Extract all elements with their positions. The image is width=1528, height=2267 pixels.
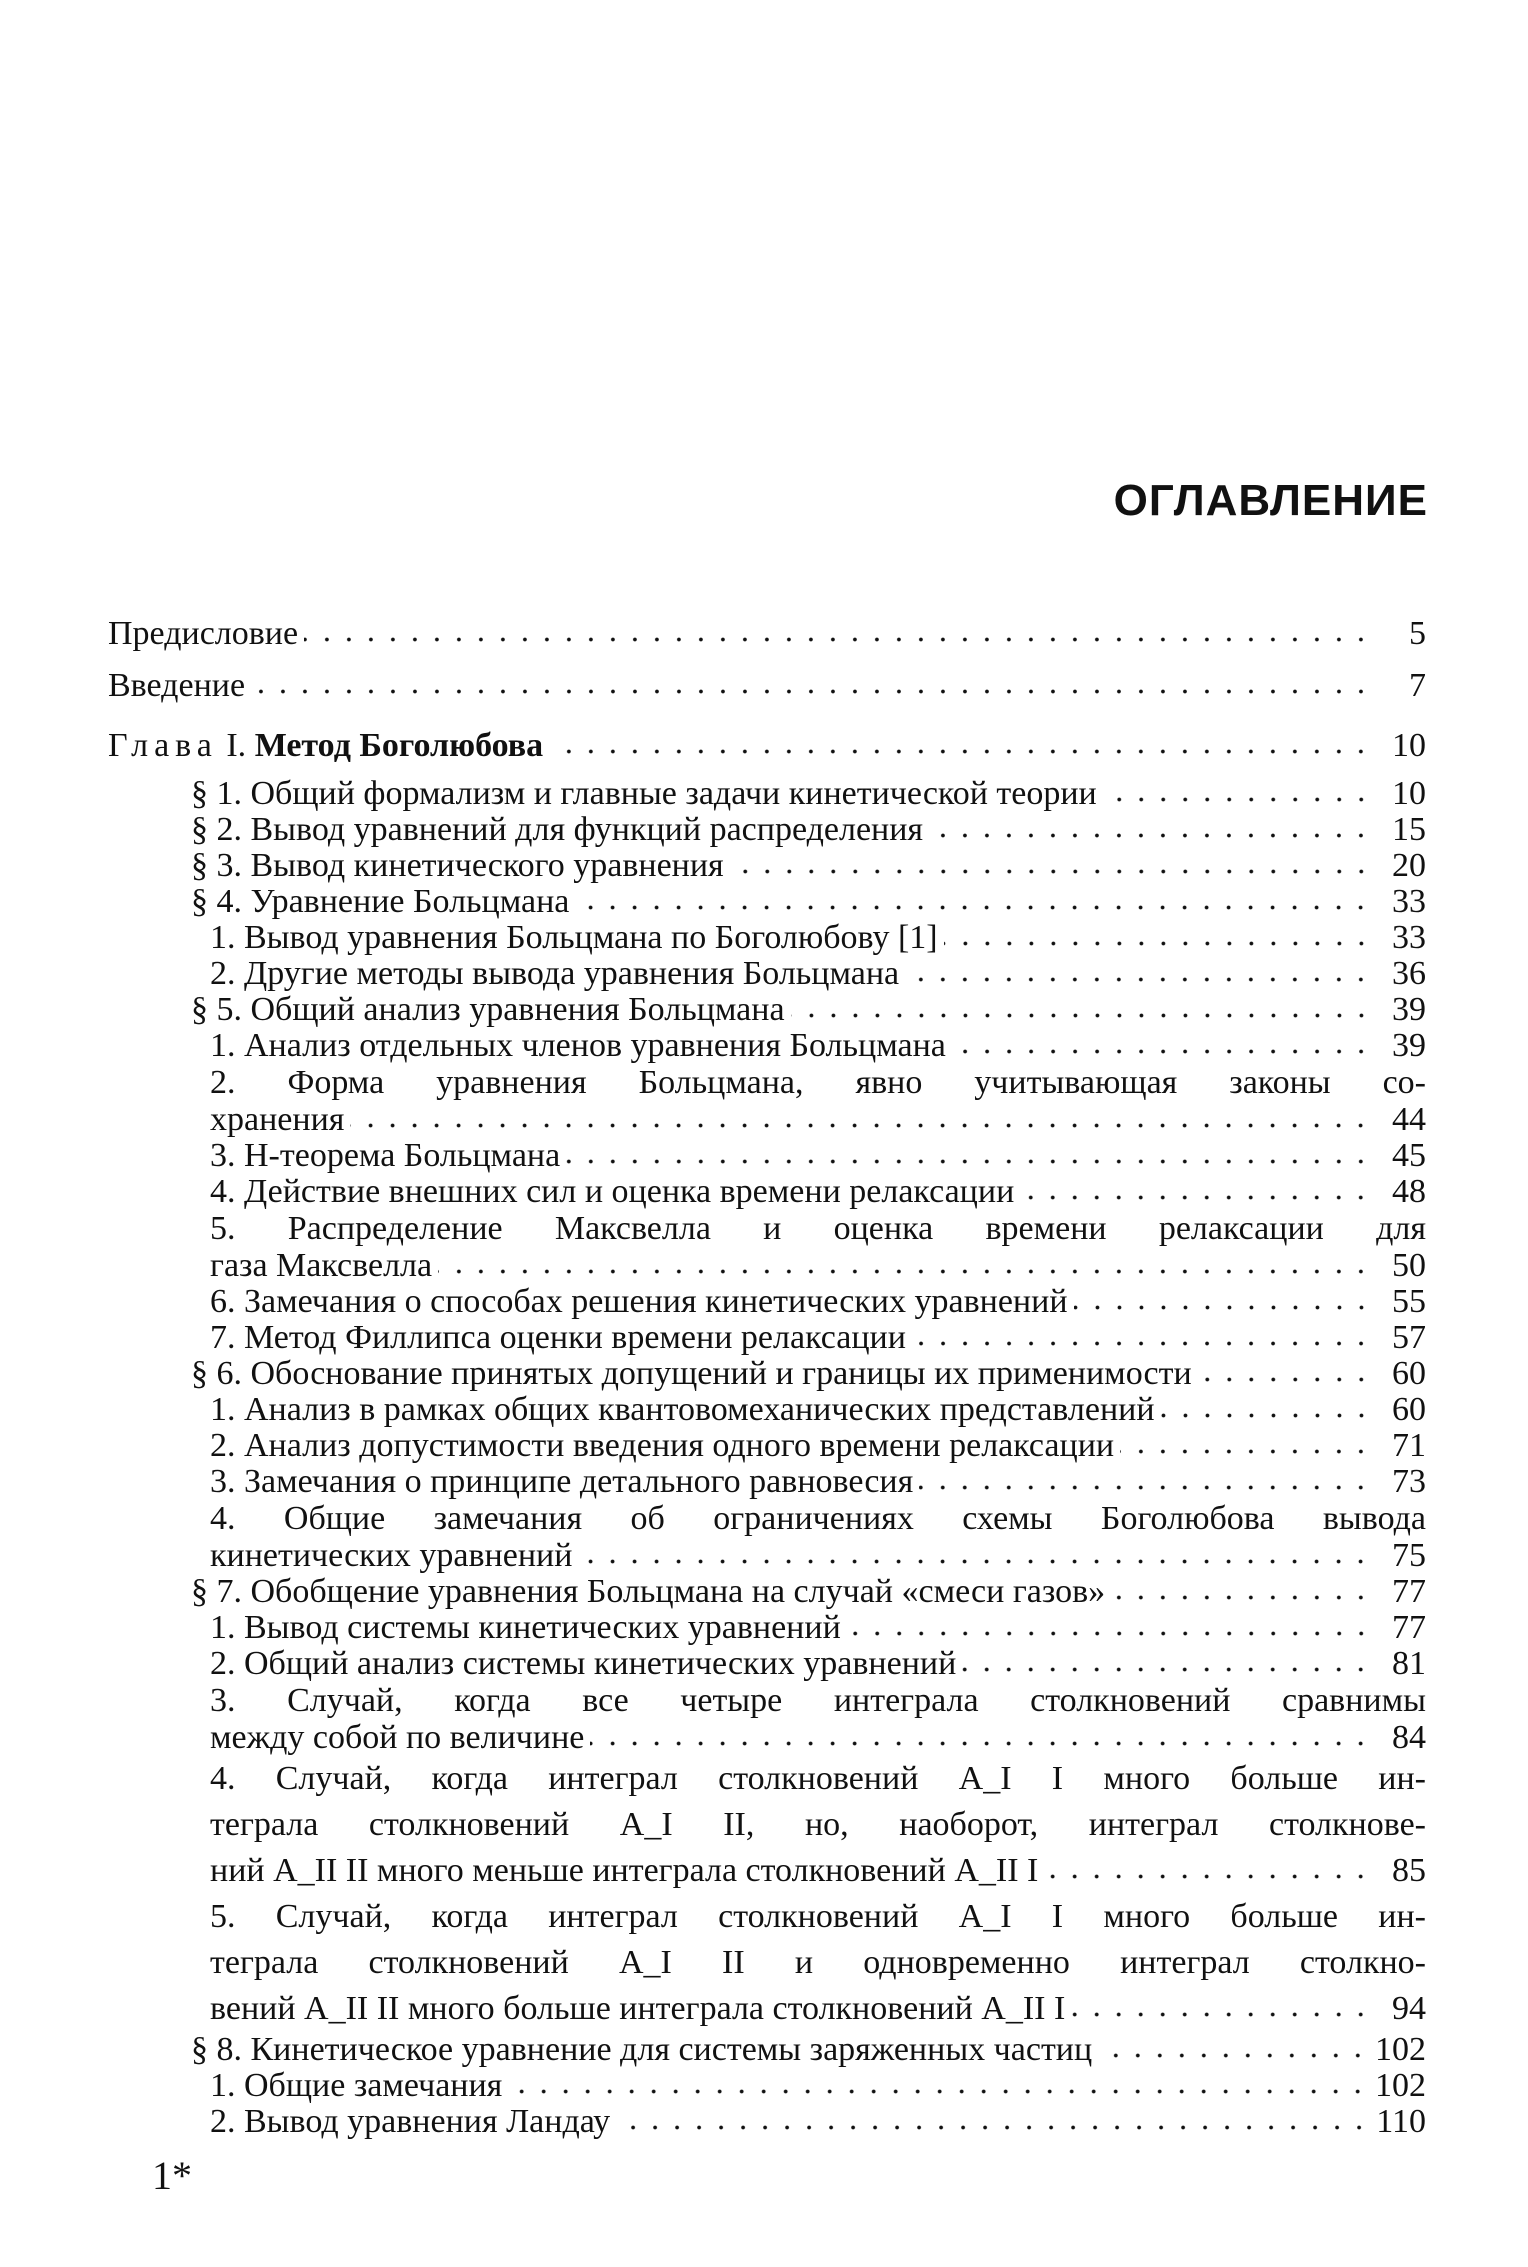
- dot-leader: [575, 903, 1372, 912]
- toc-entry-line: газа Максвелла: [210, 1248, 433, 1284]
- toc-entry-label: 2. Вывод уравнения Ландау: [210, 2104, 611, 2140]
- toc-page-number: 44: [1392, 1101, 1426, 1138]
- toc-page-number: 5: [1409, 615, 1426, 652]
- toc-entry-line: 4. Случай, когда интеграл столкновений A_I I много больше ин-: [210, 1760, 1426, 1797]
- toc-entry-label: 2. Общий анализ системы кинетических уравнений: [210, 1646, 957, 1682]
- toc-page-number: 57: [1392, 1319, 1426, 1356]
- toc-entry-label: § 5. Общий анализ уравнения Больцмана: [191, 992, 785, 1028]
- toc-subsection[interactable]: [108, 1138, 1426, 1174]
- toc-entry-label: 1. Вывод системы кинетических уравнений: [210, 1610, 841, 1646]
- toc-entry-label: § 1. Общий формализм и главные задачи кинетической теории: [191, 776, 1097, 812]
- dot-leader: [566, 1157, 1372, 1166]
- toc-subsection[interactable]: [108, 1174, 1426, 1210]
- toc-entry-label: 1. Анализ в рамках общих квантовомеханических представлений: [210, 1392, 1155, 1428]
- toc-entry-label: Предисловие: [108, 615, 299, 652]
- table-of-contents: [108, 608, 1426, 2140]
- toc-entry-label: § 8. Кинетическое уравнение для системы заряженных частиц: [191, 2032, 1093, 2068]
- toc-entry-preface[interactable]: [108, 608, 1426, 660]
- toc-section[interactable]: [108, 776, 1426, 812]
- toc-entry-line: вений A_II II много больше интеграла столкновений A_II I: [210, 1990, 1066, 2027]
- dot-leader: [438, 1267, 1372, 1276]
- signature-mark: 1*: [152, 2153, 192, 2198]
- toc-section[interactable]: [108, 812, 1426, 848]
- toc-page-number: 75: [1392, 1537, 1426, 1574]
- dot-leader: [549, 747, 1372, 756]
- dot-leader: [1198, 1375, 1372, 1384]
- toc-subsection[interactable]: [108, 1392, 1426, 1428]
- toc-subsection[interactable]: [108, 2104, 1426, 2140]
- toc-page-number: 50: [1392, 1247, 1426, 1284]
- toc-page-number: 36: [1392, 955, 1426, 992]
- toc-page-number: 77: [1392, 1573, 1426, 1610]
- toc-page-number: 15: [1392, 811, 1426, 848]
- toc-subsection[interactable]: [108, 1064, 1426, 1138]
- toc-subsection[interactable]: [108, 1682, 1426, 1756]
- toc-section[interactable]: [108, 1356, 1426, 1392]
- toc-entry-line: теграла столкновений A_I II и одновременно интеграл столкно-: [210, 1944, 1426, 1981]
- toc-entry-line: кинетических уравнений: [210, 1538, 573, 1574]
- toc-entry-introduction[interactable]: [108, 660, 1426, 712]
- toc-page-number: 81: [1392, 1645, 1426, 1682]
- toc-page-number: 84: [1392, 1719, 1426, 1756]
- toc-subsection[interactable]: [108, 1320, 1426, 1356]
- dot-leader: [1044, 1872, 1372, 1881]
- dot-leader: [912, 1339, 1372, 1348]
- dot-leader: [962, 1665, 1372, 1674]
- toc-subsection[interactable]: [108, 1894, 1426, 2032]
- dot-leader: [1111, 1593, 1372, 1602]
- toc-entry-label: 1. Общие замечания: [210, 2068, 503, 2104]
- toc-entry-label: 4. Действие внешних сил и оценка времени релаксации: [210, 1174, 1015, 1210]
- toc-entry-label: 1. Вывод уравнения Больцмана по Боголюбову [1]: [210, 920, 938, 956]
- page-title: ОГЛАВЛЕНИЕ: [1113, 476, 1428, 525]
- dot-leader: [616, 2123, 1370, 2132]
- dot-leader: [1120, 1447, 1372, 1456]
- toc-page-number: 102: [1375, 2067, 1426, 2104]
- dot-leader: [1020, 1193, 1372, 1202]
- toc-entry-label: 7. Метод Филлипса оценки времени релаксации: [210, 1320, 906, 1356]
- dot-leader: [1071, 2010, 1372, 2019]
- dot-leader: [919, 1483, 1372, 1492]
- toc-entry-line: хранения: [210, 1102, 345, 1138]
- toc-entry-label: § 3. Вывод кинетического уравнения: [191, 848, 724, 884]
- toc-page-number: 94: [1392, 1990, 1426, 2027]
- toc-entry-line: 2. Форма уравнения Больцмана, явно учитывающая законы со-: [210, 1064, 1426, 1101]
- toc-entry-line: 3. Случай, когда все четыре интеграла столкновений сравнимы: [210, 1682, 1426, 1719]
- dot-leader: [952, 1047, 1372, 1056]
- toc-page-number: 45: [1392, 1137, 1426, 1174]
- toc-page-number: 85: [1392, 1852, 1426, 1889]
- chapter-name: Метод Боголюбова: [254, 727, 544, 764]
- toc-entry-label: 1. Анализ отдельных членов уравнения Больцмана: [210, 1028, 946, 1064]
- dot-leader: [929, 831, 1372, 840]
- toc-entry-label: 2. Другие методы вывода уравнения Больцмана: [210, 956, 900, 992]
- dot-leader: [791, 1011, 1372, 1020]
- dot-leader: [304, 635, 1372, 644]
- toc-page-number: 10: [1392, 727, 1426, 764]
- toc-page-number: 110: [1376, 2103, 1426, 2140]
- toc-page-number: 33: [1392, 883, 1426, 920]
- toc-subsection[interactable]: [108, 956, 1426, 992]
- dot-leader: [847, 1629, 1372, 1638]
- toc-subsection[interactable]: [108, 1500, 1426, 1574]
- chapter-number: I.: [226, 727, 247, 764]
- toc-subsection[interactable]: [108, 1646, 1426, 1682]
- dot-leader: [944, 939, 1372, 948]
- toc-subsection[interactable]: [108, 1610, 1426, 1646]
- toc-page-number: 48: [1392, 1173, 1426, 1210]
- toc-page-number: 20: [1392, 847, 1426, 884]
- toc-entry-line: между собой по величине: [210, 1720, 585, 1756]
- toc-entry-label: 3. H-теорема Больцмана: [210, 1138, 561, 1174]
- toc-entry-label: 2. Анализ допустимости введения одного времени релаксации: [210, 1428, 1115, 1464]
- toc-subsection[interactable]: [108, 1464, 1426, 1500]
- toc-entry-line: 5. Случай, когда интеграл столкновений A_I I много больше ин-: [210, 1898, 1426, 1935]
- toc-subsection[interactable]: [108, 1756, 1426, 1894]
- dot-leader: [251, 687, 1372, 696]
- toc-section[interactable]: [108, 1574, 1426, 1610]
- toc-entry-line: теграла столкновений A_I II, но, наоборот, интеграл столкнове-: [210, 1806, 1426, 1843]
- toc-chapter-1[interactable]: [108, 716, 1426, 776]
- toc-entry-label: § 2. Вывод уравнений для функций распределения: [191, 812, 924, 848]
- toc-subsection[interactable]: [108, 1210, 1426, 1284]
- toc-entry-line: 4. Общие замечания об ограничениях схемы Боголюбова вывода: [210, 1500, 1426, 1537]
- dot-leader: [1103, 795, 1372, 804]
- dot-leader: [1098, 2051, 1369, 2060]
- toc-entry-label: Введение: [108, 667, 246, 704]
- toc-entry-line: ний A_II II много меньше интеграла столкновений A_II I: [210, 1852, 1039, 1889]
- dot-leader: [1161, 1411, 1372, 1420]
- toc-subsection[interactable]: [108, 920, 1426, 956]
- toc-section[interactable]: [108, 2032, 1426, 2068]
- toc-page-number: 102: [1375, 2031, 1426, 2068]
- toc-section[interactable]: [108, 992, 1426, 1028]
- toc-page-number: 39: [1392, 991, 1426, 1028]
- toc-subsection[interactable]: [108, 2068, 1426, 2104]
- toc-section[interactable]: [108, 884, 1426, 920]
- toc-page-number: 60: [1392, 1355, 1426, 1392]
- dot-leader: [905, 975, 1372, 984]
- toc-entry-line: 5. Распределение Максвелла и оценка времени релаксации для: [210, 1210, 1426, 1247]
- toc-entry-label: 3. Замечания о принципе детального равновесия: [210, 1464, 914, 1500]
- toc-entry-label: § 4. Уравнение Больцмана: [191, 884, 570, 920]
- toc-subsection[interactable]: [108, 1028, 1426, 1064]
- toc-page-number: 39: [1392, 1027, 1426, 1064]
- chapter-heading: [108, 716, 543, 776]
- toc-subsection[interactable]: [108, 1428, 1426, 1464]
- dot-leader: [350, 1121, 1372, 1130]
- toc-page-number: 60: [1392, 1391, 1426, 1428]
- dot-leader: [730, 867, 1372, 876]
- toc-entry-label: § 6. Обоснование принятых допущений и границы их применимости: [191, 1356, 1192, 1392]
- toc-entry-label: § 7. Обобщение уравнения Больцмана на случай «смеси газов»: [191, 1574, 1106, 1610]
- dot-leader: [508, 2087, 1369, 2096]
- toc-page-number: 73: [1392, 1463, 1426, 1500]
- dot-leader: [578, 1557, 1372, 1566]
- toc-page-number: 71: [1392, 1427, 1426, 1464]
- toc-page-number: 33: [1392, 919, 1426, 956]
- chapter-word: Глава: [108, 727, 218, 764]
- toc-entry-label: 6. Замечания о способах решения кинетических уравнений: [210, 1284, 1068, 1320]
- toc-subsection[interactable]: [108, 1284, 1426, 1320]
- dot-leader: [590, 1739, 1372, 1748]
- toc-page-number: 77: [1392, 1609, 1426, 1646]
- dot-leader: [1074, 1303, 1372, 1312]
- toc-page-number: 10: [1392, 775, 1426, 812]
- toc-page-number: 55: [1392, 1283, 1426, 1320]
- toc-page-number: 7: [1409, 667, 1426, 704]
- toc-section[interactable]: [108, 848, 1426, 884]
